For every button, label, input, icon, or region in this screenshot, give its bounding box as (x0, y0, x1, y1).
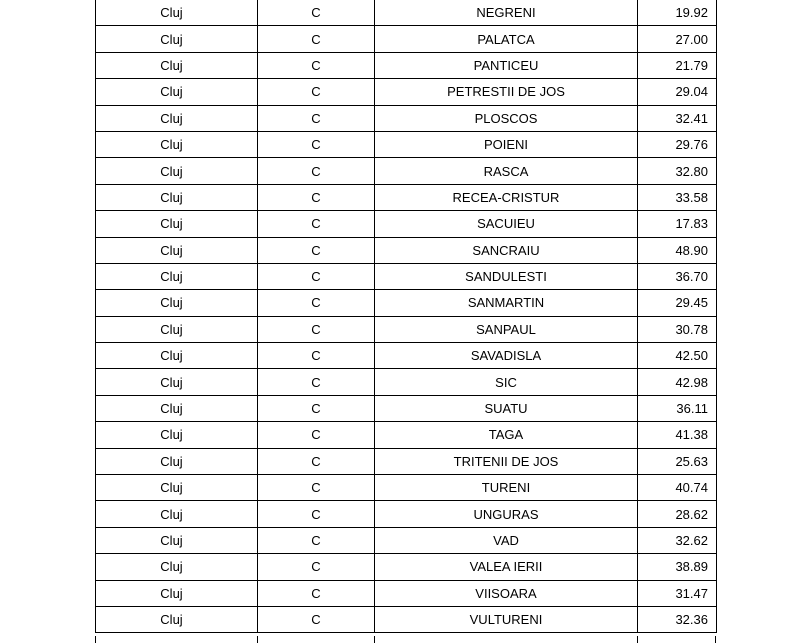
type-cell: C (258, 501, 375, 527)
value-cell: 21.79 (638, 52, 717, 78)
table-row (96, 475, 717, 501)
table-body (96, 0, 717, 633)
type-cell: C (258, 343, 375, 369)
judet-cell: Cluj (96, 26, 258, 52)
table-row (96, 184, 717, 210)
table-row (96, 448, 717, 474)
judet-cell: Cluj (96, 52, 258, 78)
table-continuation (95, 636, 716, 643)
value-cell: 33.58 (638, 184, 717, 210)
judet-cell: Cluj (96, 263, 258, 289)
judet-cell: Cluj (96, 527, 258, 553)
value-cell: 31.47 (638, 580, 717, 606)
type-cell: C (258, 580, 375, 606)
locality-cell: TRITENII DE JOS (375, 448, 638, 474)
table-row (96, 79, 717, 105)
type-cell: C (258, 369, 375, 395)
table-row (96, 158, 717, 184)
locality-cell: RASCA (375, 158, 638, 184)
value-cell: 40.74 (638, 475, 717, 501)
type-cell: C (258, 79, 375, 105)
locality-cell: NEGRENI (375, 0, 638, 26)
locality-cell: SANCRAIU (375, 237, 638, 263)
table-row (96, 290, 717, 316)
table-row (96, 263, 717, 289)
locality-cell: SANDULESTI (375, 263, 638, 289)
type-cell: C (258, 527, 375, 553)
locality-cell: SIC (375, 369, 638, 395)
judet-cell: Cluj (96, 422, 258, 448)
type-cell: C (258, 290, 375, 316)
type-cell: C (258, 158, 375, 184)
locality-cell: PANTICEU (375, 52, 638, 78)
value-cell: 17.83 (638, 211, 717, 237)
locality-cell: SUATU (375, 395, 638, 421)
value-cell: 29.76 (638, 131, 717, 157)
judet-cell: Cluj (96, 131, 258, 157)
table-row (96, 105, 717, 131)
table-row (96, 501, 717, 527)
judet-cell: Cluj (96, 79, 258, 105)
table-row (96, 554, 717, 580)
value-cell: 25.63 (638, 448, 717, 474)
judet-cell: Cluj (96, 105, 258, 131)
value-cell: 32.80 (638, 158, 717, 184)
judet-cell: Cluj (96, 343, 258, 369)
judet-cell: Cluj (96, 554, 258, 580)
locality-cell: PLOSCOS (375, 105, 638, 131)
table-row (96, 606, 717, 632)
type-cell: C (258, 475, 375, 501)
value-cell: 41.38 (638, 422, 717, 448)
type-cell: C (258, 184, 375, 210)
locality-cell: POIENI (375, 131, 638, 157)
table-row (96, 52, 717, 78)
value-cell: 32.36 (638, 606, 717, 632)
judet-cell: Cluj (96, 606, 258, 632)
type-cell: C (258, 211, 375, 237)
table-row (96, 395, 717, 421)
table-row (96, 211, 717, 237)
type-cell: C (258, 448, 375, 474)
locality-cell: VULTURENI (375, 606, 638, 632)
judet-cell: Cluj (96, 501, 258, 527)
judet-cell: Cluj (96, 475, 258, 501)
judet-cell: Cluj (96, 580, 258, 606)
value-cell: 36.11 (638, 395, 717, 421)
type-cell: C (258, 105, 375, 131)
locality-cell: VIISOARA (375, 580, 638, 606)
table-row (96, 369, 717, 395)
locality-cell: SACUIEU (375, 211, 638, 237)
type-cell: C (258, 263, 375, 289)
type-cell: C (258, 606, 375, 632)
locality-cell: SANMARTIN (375, 290, 638, 316)
locality-cell: VALEA IERII (375, 554, 638, 580)
value-cell: 29.45 (638, 290, 717, 316)
table-row (96, 422, 717, 448)
judet-cell: Cluj (96, 290, 258, 316)
judet-cell: Cluj (96, 369, 258, 395)
value-cell: 36.70 (638, 263, 717, 289)
judet-cell: Cluj (96, 0, 258, 26)
type-cell: C (258, 131, 375, 157)
value-cell: 38.89 (638, 554, 717, 580)
table-row (96, 316, 717, 342)
locality-cell: PETRESTII DE JOS (375, 79, 638, 105)
type-cell: C (258, 316, 375, 342)
locality-cell: TAGA (375, 422, 638, 448)
value-cell: 28.62 (638, 501, 717, 527)
judet-cell: Cluj (96, 184, 258, 210)
table-row (96, 131, 717, 157)
value-cell: 27.00 (638, 26, 717, 52)
table-row (96, 237, 717, 263)
value-cell: 42.98 (638, 369, 717, 395)
judet-cell: Cluj (96, 237, 258, 263)
judet-cell: Cluj (96, 448, 258, 474)
table-row (96, 580, 717, 606)
table-row (96, 0, 717, 26)
locality-cell: UNGURAS (375, 501, 638, 527)
value-cell: 29.04 (638, 79, 717, 105)
data-table-container (95, 0, 716, 633)
value-cell: 32.41 (638, 105, 717, 131)
judet-cell: Cluj (96, 211, 258, 237)
type-cell: C (258, 422, 375, 448)
type-cell: C (258, 26, 375, 52)
judet-cell: Cluj (96, 316, 258, 342)
type-cell: C (258, 395, 375, 421)
value-cell: 19.92 (638, 0, 717, 26)
locality-cell: SAVADISLA (375, 343, 638, 369)
type-cell: C (258, 52, 375, 78)
value-cell: 48.90 (638, 237, 717, 263)
judet-cell: Cluj (96, 395, 258, 421)
table-row (96, 26, 717, 52)
judet-cell: Cluj (96, 158, 258, 184)
type-cell: C (258, 237, 375, 263)
type-cell: C (258, 554, 375, 580)
locality-cell: PALATCA (375, 26, 638, 52)
locality-cell: VAD (375, 527, 638, 553)
table-row (96, 527, 717, 553)
table-row (96, 343, 717, 369)
value-cell: 42.50 (638, 343, 717, 369)
locality-cell: TURENI (375, 475, 638, 501)
locality-cell: SANPAUL (375, 316, 638, 342)
value-cell: 32.62 (638, 527, 717, 553)
data-table (95, 0, 717, 633)
locality-cell: RECEA-CRISTUR (375, 184, 638, 210)
value-cell: 30.78 (638, 316, 717, 342)
type-cell: C (258, 0, 375, 26)
